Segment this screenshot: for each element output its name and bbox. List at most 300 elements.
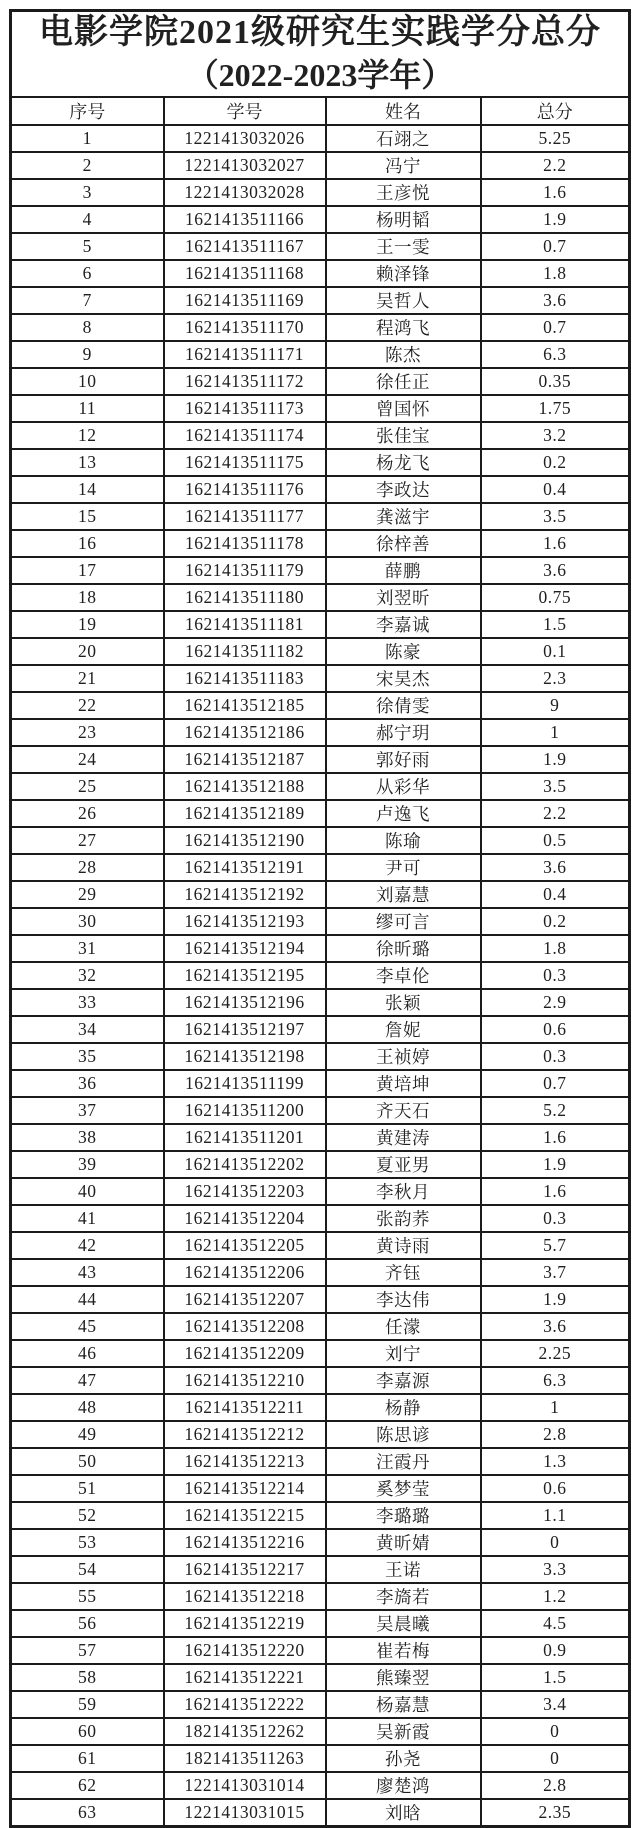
table-row [11, 1637, 630, 1664]
table-row [11, 557, 630, 584]
table-cell: 0.3 [481, 1043, 630, 1070]
table-cell: 1621413512204 [164, 1205, 326, 1232]
table-cell: 58 [11, 1664, 164, 1691]
table-cell: 1821413512262 [164, 1718, 326, 1745]
table-cell: 1621413512188 [164, 773, 326, 800]
table-cell: 1 [481, 719, 630, 746]
table-cell: 9 [481, 692, 630, 719]
table-cell: 50 [11, 1448, 164, 1475]
table-cell: 42 [11, 1232, 164, 1259]
table-cell: 1621413512202 [164, 1151, 326, 1178]
table-cell: 1.8 [481, 935, 630, 962]
table-cell: 2.8 [481, 1772, 630, 1799]
table-row [11, 287, 630, 314]
table-cell: 8 [11, 314, 164, 341]
table-row [11, 449, 630, 476]
table-cell: 0.2 [481, 449, 630, 476]
table-cell: 3.6 [481, 1313, 630, 1340]
table-cell: 12 [11, 422, 164, 449]
table-cell: 张韵荞 [326, 1205, 481, 1232]
table-cell: 杨嘉慧 [326, 1691, 481, 1718]
table-cell: 1.9 [481, 746, 630, 773]
table-cell: 3.5 [481, 773, 630, 800]
table-cell: 3.6 [481, 854, 630, 881]
table-cell: 2.2 [481, 800, 630, 827]
table-row [11, 1016, 630, 1043]
table-row [11, 962, 630, 989]
table-cell: 吴哲人 [326, 287, 481, 314]
table-cell: 薛鹏 [326, 557, 481, 584]
table-cell: 1621413512197 [164, 1016, 326, 1043]
table-cell: 王彦悦 [326, 179, 481, 206]
table-cell: 32 [11, 962, 164, 989]
table-cell: 0.7 [481, 233, 630, 260]
table-row [11, 476, 630, 503]
table-cell: 曾国怀 [326, 395, 481, 422]
table-cell: 22 [11, 692, 164, 719]
table-row [11, 1340, 630, 1367]
table-row [11, 719, 630, 746]
table-body [11, 125, 630, 1827]
table-cell: 36 [11, 1070, 164, 1097]
table-row [11, 1448, 630, 1475]
table-row [11, 1799, 630, 1827]
table-cell: 1.8 [481, 260, 630, 287]
table-cell: 1621413512193 [164, 908, 326, 935]
table-cell: 49 [11, 1421, 164, 1448]
table-cell: 31 [11, 935, 164, 962]
table-cell: 1621413511167 [164, 233, 326, 260]
table-row [11, 665, 630, 692]
table-cell: 刘宁 [326, 1340, 481, 1367]
table-row [11, 1070, 630, 1097]
table-cell: 1621413512186 [164, 719, 326, 746]
table-cell: 3.7 [481, 1259, 630, 1286]
table-cell: 60 [11, 1718, 164, 1745]
table-row [11, 1475, 630, 1502]
table-row [11, 1367, 630, 1394]
table-cell: 14 [11, 476, 164, 503]
table-cell: 62 [11, 1772, 164, 1799]
table-cell: 47 [11, 1367, 164, 1394]
table-row [11, 1124, 630, 1151]
table-cell: 28 [11, 854, 164, 881]
table-cell: 24 [11, 746, 164, 773]
table-cell: 1621413512216 [164, 1529, 326, 1556]
table-cell: 4 [11, 206, 164, 233]
table-row [11, 611, 630, 638]
table-cell: 1621413512203 [164, 1178, 326, 1205]
table-cell: 石翊之 [326, 125, 481, 152]
table-row [11, 800, 630, 827]
table-cell: 1.9 [481, 1286, 630, 1313]
table-row [11, 1097, 630, 1124]
table-cell: 李达伟 [326, 1286, 481, 1313]
table-cell: 1621413511175 [164, 449, 326, 476]
table-cell: 黄昕婧 [326, 1529, 481, 1556]
table-cell: 3.2 [481, 422, 630, 449]
table-cell: 0.7 [481, 314, 630, 341]
table-cell: 宋昊杰 [326, 665, 481, 692]
table-cell: 1621413511170 [164, 314, 326, 341]
table-cell: 9 [11, 341, 164, 368]
table-cell: 6.3 [481, 1367, 630, 1394]
table-cell: 2.3 [481, 665, 630, 692]
table-cell: 54 [11, 1556, 164, 1583]
table-cell: 陈杰 [326, 341, 481, 368]
table-cell: 1.9 [481, 206, 630, 233]
table-cell: 1621413512217 [164, 1556, 326, 1583]
table-row [11, 1043, 630, 1070]
table-cell: 30 [11, 908, 164, 935]
table-cell: 1621413512198 [164, 1043, 326, 1070]
table-row [11, 1259, 630, 1286]
table-cell: 6.3 [481, 341, 630, 368]
table-row [11, 503, 630, 530]
table-cell: 1.1 [481, 1502, 630, 1529]
table-row [11, 935, 630, 962]
table-cell: 1621413512206 [164, 1259, 326, 1286]
table-cell: 李璐璐 [326, 1502, 481, 1529]
table-cell: 1621413512185 [164, 692, 326, 719]
table-cell: 1621413512218 [164, 1583, 326, 1610]
table-cell: 3.6 [481, 557, 630, 584]
table-row [11, 638, 630, 665]
table-cell: 1.9 [481, 1151, 630, 1178]
table-row [11, 1502, 630, 1529]
table-cell: 26 [11, 800, 164, 827]
table-cell: 0.6 [481, 1475, 630, 1502]
table-cell: 19 [11, 611, 164, 638]
title-line-2: （2022-2023学年） [186, 57, 454, 94]
table-cell: 59 [11, 1691, 164, 1718]
table-cell: 3 [11, 179, 164, 206]
table-cell: 吴晨曦 [326, 1610, 481, 1637]
table-cell: 52 [11, 1502, 164, 1529]
table-cell: 2 [11, 152, 164, 179]
table-cell: 3.3 [481, 1556, 630, 1583]
table-cell: 1621413512187 [164, 746, 326, 773]
table-cell: 从彩华 [326, 773, 481, 800]
table-row [11, 395, 630, 422]
title-row [11, 11, 630, 98]
table-cell: 0 [481, 1529, 630, 1556]
table-row [11, 692, 630, 719]
table-row [11, 530, 630, 557]
table-row [11, 125, 630, 152]
table-cell: 1.75 [481, 395, 630, 422]
table-cell: 1621413511200 [164, 1097, 326, 1124]
table-cell: 齐钰 [326, 1259, 481, 1286]
table-cell: 45 [11, 1313, 164, 1340]
table-cell: 1221413032028 [164, 179, 326, 206]
table-cell: 1621413511173 [164, 395, 326, 422]
table-cell: 詹妮 [326, 1016, 481, 1043]
table-cell: 1621413511172 [164, 368, 326, 395]
table-cell: 刘翌昕 [326, 584, 481, 611]
table-cell: 1621413512220 [164, 1637, 326, 1664]
table-cell: 王诺 [326, 1556, 481, 1583]
table-cell: 17 [11, 557, 164, 584]
table-cell: 0.3 [481, 962, 630, 989]
table-cell: 34 [11, 1016, 164, 1043]
table-cell: 27 [11, 827, 164, 854]
table-row [11, 179, 630, 206]
table-cell: 1621413511176 [164, 476, 326, 503]
table-cell: 0.5 [481, 827, 630, 854]
table-cell: 2.8 [481, 1421, 630, 1448]
table-cell: 1621413512189 [164, 800, 326, 827]
table-cell: 1621413511178 [164, 530, 326, 557]
table-cell: 1621413512190 [164, 827, 326, 854]
column-header-name: 姓名 [326, 97, 481, 125]
table-cell: 0.1 [481, 638, 630, 665]
table-cell: 44 [11, 1286, 164, 1313]
table-cell: 0 [481, 1718, 630, 1745]
table-row [11, 206, 630, 233]
table-cell: 4.5 [481, 1610, 630, 1637]
table-cell: 1621413512221 [164, 1664, 326, 1691]
table-cell: 2.35 [481, 1799, 630, 1827]
table-cell: 郭好雨 [326, 746, 481, 773]
table-cell: 1621413511169 [164, 287, 326, 314]
table-row [11, 773, 630, 800]
table-cell: 1621413511180 [164, 584, 326, 611]
table-cell: 徐任正 [326, 368, 481, 395]
table-cell: 21 [11, 665, 164, 692]
table-cell: 陈豪 [326, 638, 481, 665]
table-cell: 杨静 [326, 1394, 481, 1421]
table-cell: 3.6 [481, 287, 630, 314]
table-cell: 齐天石 [326, 1097, 481, 1124]
table-cell: 黄培坤 [326, 1070, 481, 1097]
table-row [11, 1313, 630, 1340]
table-cell: 2.25 [481, 1340, 630, 1367]
table-row [11, 1232, 630, 1259]
table-cell: 1621413512213 [164, 1448, 326, 1475]
table-cell: 1621413511199 [164, 1070, 326, 1097]
table-cell: 徐倩雯 [326, 692, 481, 719]
table-cell: 赖泽锋 [326, 260, 481, 287]
table-cell: 王一雯 [326, 233, 481, 260]
table-cell: 61 [11, 1745, 164, 1772]
table-cell: 3.4 [481, 1691, 630, 1718]
table-cell: 0.7 [481, 1070, 630, 1097]
table-cell: 1621413511182 [164, 638, 326, 665]
table-cell: 11 [11, 395, 164, 422]
column-header-student-id: 学号 [164, 97, 326, 125]
table-cell: 2.9 [481, 989, 630, 1016]
table-cell: 奚梦莹 [326, 1475, 481, 1502]
table-cell: 黄建涛 [326, 1124, 481, 1151]
table-cell: 夏亚男 [326, 1151, 481, 1178]
table-cell: 35 [11, 1043, 164, 1070]
table-cell: 孙尧 [326, 1745, 481, 1772]
table-row [11, 1556, 630, 1583]
table-cell: 尹可 [326, 854, 481, 881]
table-row [11, 1394, 630, 1421]
table-row [11, 1151, 630, 1178]
table-cell: 5.7 [481, 1232, 630, 1259]
table-cell: 吴新霞 [326, 1718, 481, 1745]
table-row [11, 368, 630, 395]
column-header-index: 序号 [11, 97, 164, 125]
table-cell: 1621413511179 [164, 557, 326, 584]
table-cell: 5 [11, 233, 164, 260]
table-row [11, 1178, 630, 1205]
table-row [11, 1772, 630, 1799]
table-cell: 63 [11, 1799, 164, 1827]
table-row [11, 260, 630, 287]
table-cell: 1621413512191 [164, 854, 326, 881]
table-cell: 2.2 [481, 152, 630, 179]
table-cell: 37 [11, 1097, 164, 1124]
table-cell: 0.35 [481, 368, 630, 395]
table-cell: 23 [11, 719, 164, 746]
table-cell: 1621413512212 [164, 1421, 326, 1448]
table-cell: 0 [481, 1745, 630, 1772]
table-cell: 53 [11, 1529, 164, 1556]
table-row [11, 584, 630, 611]
table-cell: 1.6 [481, 1124, 630, 1151]
table-row [11, 1610, 630, 1637]
table-cell: 39 [11, 1151, 164, 1178]
table-row [11, 746, 630, 773]
table-cell: 1621413512196 [164, 989, 326, 1016]
table-cell: 李卓伦 [326, 962, 481, 989]
table-row [11, 1745, 630, 1772]
table-row [11, 1286, 630, 1313]
table-cell: 1.6 [481, 1178, 630, 1205]
table-cell: 徐梓善 [326, 530, 481, 557]
table-cell: 20 [11, 638, 164, 665]
table-cell: 任濛 [326, 1313, 481, 1340]
table-row [11, 152, 630, 179]
table-cell: 46 [11, 1340, 164, 1367]
table-cell: 0.2 [481, 908, 630, 935]
table-cell: 0.3 [481, 1205, 630, 1232]
table-cell: 43 [11, 1259, 164, 1286]
table-cell: 0.9 [481, 1637, 630, 1664]
table-cell: 1621413512205 [164, 1232, 326, 1259]
table-cell: 25 [11, 773, 164, 800]
table-cell: 7 [11, 287, 164, 314]
table-row [11, 314, 630, 341]
table-cell: 1.5 [481, 1664, 630, 1691]
table-cell: 1621413512192 [164, 881, 326, 908]
table-cell: 李政达 [326, 476, 481, 503]
table-cell: 1 [481, 1394, 630, 1421]
table-cell: 1221413031015 [164, 1799, 326, 1827]
table-row [11, 1529, 630, 1556]
table-cell: 55 [11, 1583, 164, 1610]
table-cell: 李嘉诚 [326, 611, 481, 638]
table-cell: 38 [11, 1124, 164, 1151]
table-cell: 16 [11, 530, 164, 557]
table-cell: 李秋月 [326, 1178, 481, 1205]
table-cell: 1621413512207 [164, 1286, 326, 1313]
table-cell: 33 [11, 989, 164, 1016]
table-cell: 1621413512219 [164, 1610, 326, 1637]
table-cell: 1621413512194 [164, 935, 326, 962]
table-cell: 1621413512214 [164, 1475, 326, 1502]
table-cell: 1821413511263 [164, 1745, 326, 1772]
table-cell: 1.3 [481, 1448, 630, 1475]
table-cell: 1.6 [481, 179, 630, 206]
table-cell: 29 [11, 881, 164, 908]
table-cell: 48 [11, 1394, 164, 1421]
table-row [11, 854, 630, 881]
table-cell: 缪可言 [326, 908, 481, 935]
table-cell: 5.2 [481, 1097, 630, 1124]
title-line-1: 电影学院2021级研究生实践学分总分 [39, 14, 601, 52]
column-header-total-score: 总分 [481, 97, 630, 125]
table-row [11, 1718, 630, 1745]
table-cell: 1221413031014 [164, 1772, 326, 1799]
table-cell: 陈思谚 [326, 1421, 481, 1448]
table-row [11, 1421, 630, 1448]
table-cell: 1.5 [481, 611, 630, 638]
table-cell: 李旖若 [326, 1583, 481, 1610]
table-row [11, 233, 630, 260]
table-cell: 黄诗雨 [326, 1232, 481, 1259]
table-cell: 1621413511166 [164, 206, 326, 233]
table-cell: 廖楚鸿 [326, 1772, 481, 1799]
table-cell: 刘晗 [326, 1799, 481, 1827]
table-cell: 郝宁玥 [326, 719, 481, 746]
table-row [11, 881, 630, 908]
table-cell: 3.5 [481, 503, 630, 530]
table-cell: 1 [11, 125, 164, 152]
table-cell: 5.25 [481, 125, 630, 152]
table-cell: 56 [11, 1610, 164, 1637]
table-cell: 0.75 [481, 584, 630, 611]
table-cell: 1221413032026 [164, 125, 326, 152]
table-cell: 1621413512210 [164, 1367, 326, 1394]
table-cell: 10 [11, 368, 164, 395]
table-cell: 陈瑜 [326, 827, 481, 854]
table-cell: 1621413512211 [164, 1394, 326, 1421]
table-cell: 汪霞丹 [326, 1448, 481, 1475]
table-cell: 0.4 [481, 881, 630, 908]
table-header-row [11, 97, 630, 125]
table-row [11, 422, 630, 449]
table-cell: 1.2 [481, 1583, 630, 1610]
table-cell: 1621413511181 [164, 611, 326, 638]
table-cell: 1621413511171 [164, 341, 326, 368]
table-cell: 1621413512215 [164, 1502, 326, 1529]
table-cell: 1621413512209 [164, 1340, 326, 1367]
page-title [11, 11, 630, 98]
table-cell: 1221413032027 [164, 152, 326, 179]
table-cell: 熊臻翌 [326, 1664, 481, 1691]
table-cell: 1621413511168 [164, 260, 326, 287]
table-cell: 18 [11, 584, 164, 611]
table-cell: 李嘉源 [326, 1367, 481, 1394]
table-cell: 王祯婷 [326, 1043, 481, 1070]
table-row [11, 908, 630, 935]
table-cell: 张颖 [326, 989, 481, 1016]
table-row [11, 1664, 630, 1691]
table-row [11, 341, 630, 368]
table-row [11, 989, 630, 1016]
table-cell: 徐昕璐 [326, 935, 481, 962]
table-cell: 1.6 [481, 530, 630, 557]
table-cell: 龚滋宇 [326, 503, 481, 530]
table-cell: 41 [11, 1205, 164, 1232]
table-cell: 1621413512195 [164, 962, 326, 989]
table-cell: 1621413512208 [164, 1313, 326, 1340]
